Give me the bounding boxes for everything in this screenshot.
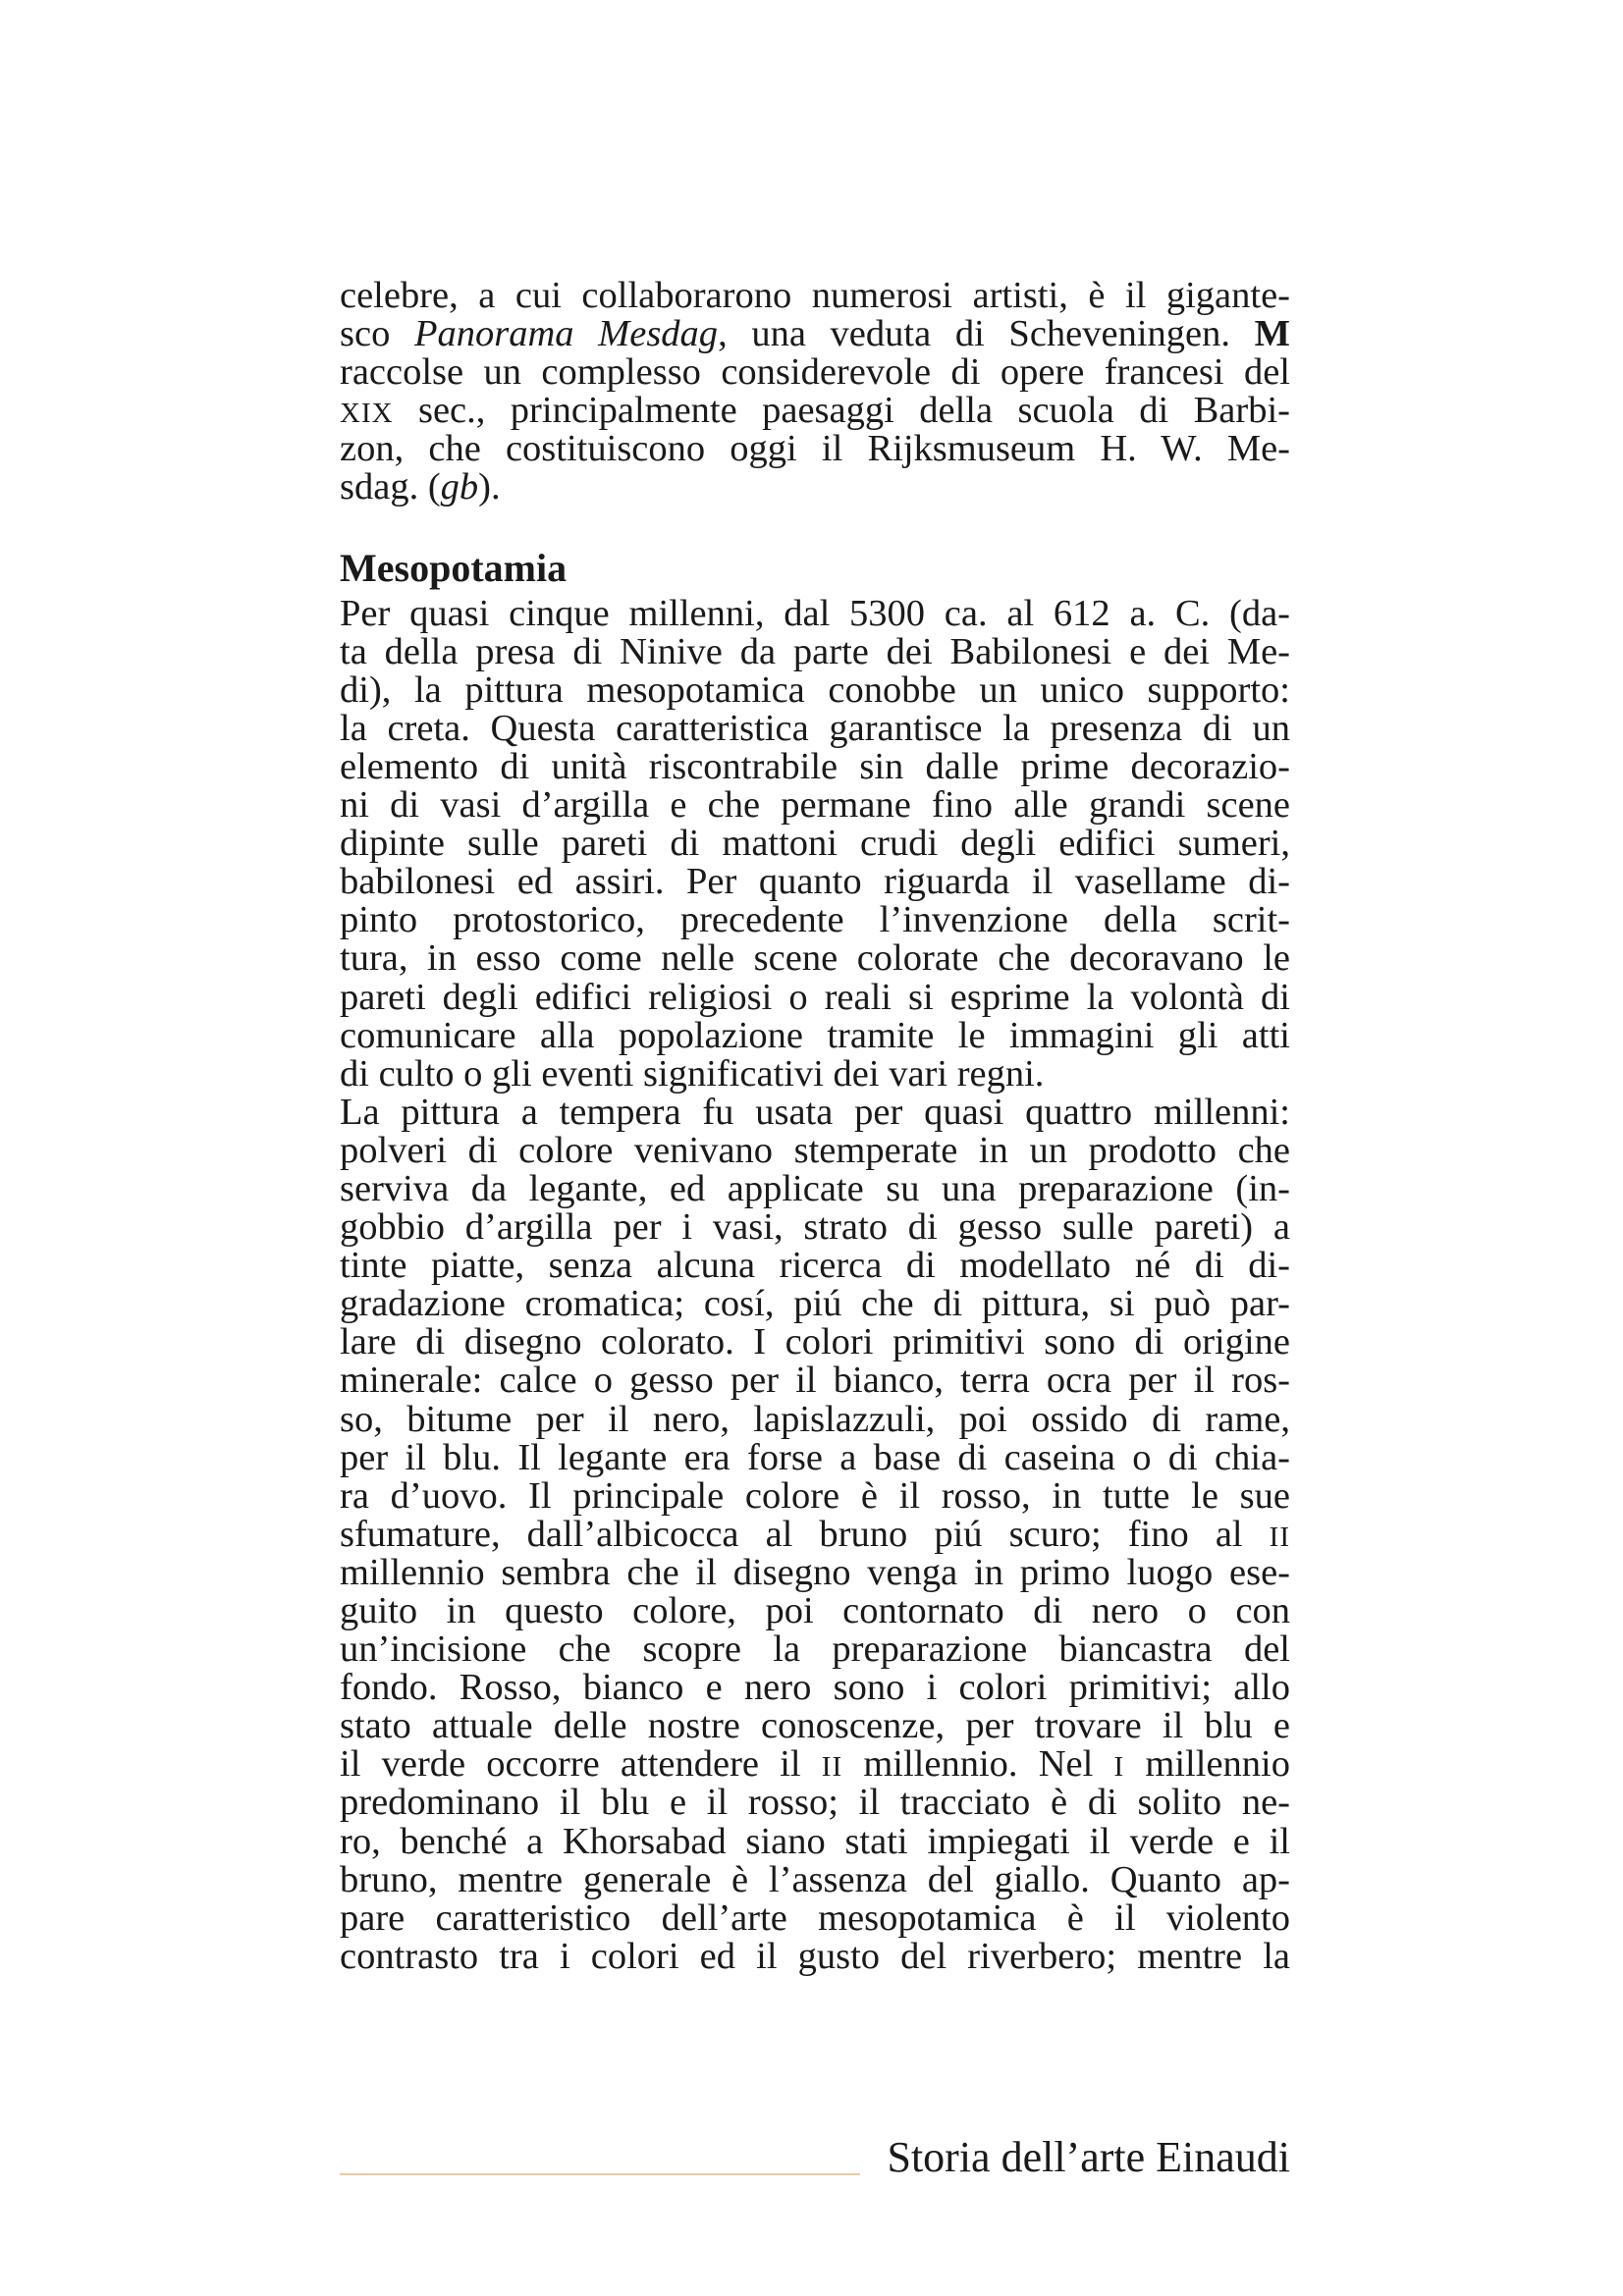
text-line: lare di disegno colorato. I colori primitivi sono di origine bbox=[340, 1321, 1290, 1363]
text-line: so, bitume per il nero, lapislazzuli, poi ossido di rame, bbox=[340, 1398, 1290, 1440]
text-line: ta della presa di Ninive da parte dei Babilonesi e dei Me- bbox=[340, 630, 1290, 672]
small-caps-numeral: II bbox=[821, 1751, 843, 1784]
footer-publisher-label: Storia dell’arte Einaudi bbox=[887, 2133, 1290, 2181]
text-line: per il blu. Il legante era forse a base di caseina o di chia- bbox=[340, 1436, 1290, 1478]
text-line: pare caratteristico dell’arte mesopotamica è il violento bbox=[340, 1896, 1290, 1939]
text-line: serviva da legante, ed applicate su una preparazione (in- bbox=[340, 1167, 1290, 1209]
text-line: pinto protostorico, precedente l’invenzione della scrit- bbox=[340, 899, 1290, 941]
footer-rule bbox=[340, 2173, 860, 2175]
text-line: ra d’uovo. Il principale colore è il rosso, in tutte le sue bbox=[340, 1474, 1290, 1517]
text-line: di culto o gli eventi significativi dei vari regni. bbox=[340, 1052, 1045, 1095]
paragraph bbox=[340, 1091, 1290, 1977]
text-line: babilonesi ed assiri. Per quanto riguarda il vasellame di- bbox=[340, 861, 1290, 903]
text-line: comunicare alla popolazione tramite le immagini gli atti bbox=[340, 1014, 1290, 1056]
text-line: gobbio d’argilla per i vasi, strato di gesso sulle pareti) a bbox=[340, 1206, 1290, 1249]
text-line: dipinte sulle pareti di mattoni crudi degli edifici sumeri, bbox=[340, 823, 1290, 865]
text-line: La pittura a tempera fu usata per quasi quattro millenni: bbox=[340, 1091, 1290, 1133]
text-line: millennio sembra che il disegno venga in primo luogo ese- bbox=[340, 1551, 1290, 1593]
text-line: zon, che costituiscono oggi il Rijksmuseum H. W. Me- bbox=[340, 428, 1290, 470]
text-line: un’incisione che scopre la preparazione biancastra del bbox=[340, 1629, 1290, 1671]
text-line: XIX sec., principalmente paesaggi della scuola di Barbi- bbox=[340, 390, 1290, 432]
page-footer bbox=[340, 2132, 1290, 2183]
text-column bbox=[340, 277, 1290, 1976]
text-line: contrasto tra i colori ed il gusto del riverbero; mentre la bbox=[340, 1935, 1290, 1977]
text-line: ni di vasi d’argilla e che permane fino alle grandi scene bbox=[340, 784, 1290, 827]
text-line: ro, benché a Khorsabad siano stati impiegati il verde e il bbox=[340, 1820, 1290, 1862]
text-line: fondo. Rosso, bianco e nero sono i colori primitivi; allo bbox=[340, 1667, 1290, 1709]
text-line: elemento di unità riscontrabile sin dalle prime decorazio- bbox=[340, 745, 1290, 787]
entry-title: Mesopotamia bbox=[340, 545, 568, 590]
small-caps-numeral: I bbox=[1113, 1751, 1125, 1784]
text-line: stato attuale delle nostre conoscenze, per trovare il blu e bbox=[340, 1705, 1290, 1747]
text-line: sdag. (gb). bbox=[340, 466, 501, 508]
text-line: sfumature, dall’albicocca al bruno piú scuro; fino al II bbox=[340, 1513, 1290, 1555]
text-line: celebre, a cui collaborarono numerosi artisti, è il gigante- bbox=[340, 275, 1290, 316]
text-line: di), la pittura mesopotamica conobbe un unico supporto: bbox=[340, 668, 1290, 711]
text-line: tura, in esso come nelle scene colorate che decoravano le bbox=[340, 937, 1290, 980]
text-line: raccolse un complesso considerevole di opere francesi del bbox=[340, 351, 1290, 394]
text-line: bruno, mentre generale è l’assenza del giallo. Quanto ap- bbox=[340, 1858, 1290, 1900]
text-line: sco Panorama Mesdag, una veduta di Scheveningen. M bbox=[340, 313, 1290, 355]
previous-entry-continuation bbox=[340, 277, 1290, 507]
italic-text: Panorama Mesdag bbox=[413, 313, 719, 355]
entry-body bbox=[340, 592, 1290, 1977]
small-caps-numeral: XIX bbox=[340, 398, 394, 430]
text-line: il verde occorre attendere il II millennio. Nel I millennio bbox=[340, 1743, 1290, 1786]
paragraph bbox=[340, 592, 1290, 1095]
text-line: guito in questo colore, poi contornato di nero o con bbox=[340, 1590, 1290, 1631]
text-line: gradazione cromatica; cosí, piú che di pittura, si può par- bbox=[340, 1283, 1290, 1325]
text-line: minerale: calce o gesso per il bianco, terra ocra per il ros- bbox=[340, 1360, 1290, 1402]
text-line: polveri di colore venivano stemperate in un prodotto che bbox=[340, 1129, 1290, 1171]
text-line: la creta. Questa caratteristica garantisce la presenza di un bbox=[340, 707, 1290, 749]
bold-text: M bbox=[1254, 313, 1290, 355]
small-caps-numeral: II bbox=[1269, 1521, 1290, 1553]
text-line: predominano il blu e il rosso; il tracciato è di solito ne- bbox=[340, 1782, 1290, 1824]
text-line: pareti degli edifici religiosi o reali si esprime la volontà di bbox=[340, 976, 1290, 1018]
text-line: Per quasi cinque millenni, dal 5300 ca. al 612 a. C. (da- bbox=[340, 592, 1290, 634]
text-line: tinte piatte, senza alcuna ricerca di modellato né di di- bbox=[340, 1245, 1290, 1287]
italic-text: gb bbox=[440, 466, 479, 508]
